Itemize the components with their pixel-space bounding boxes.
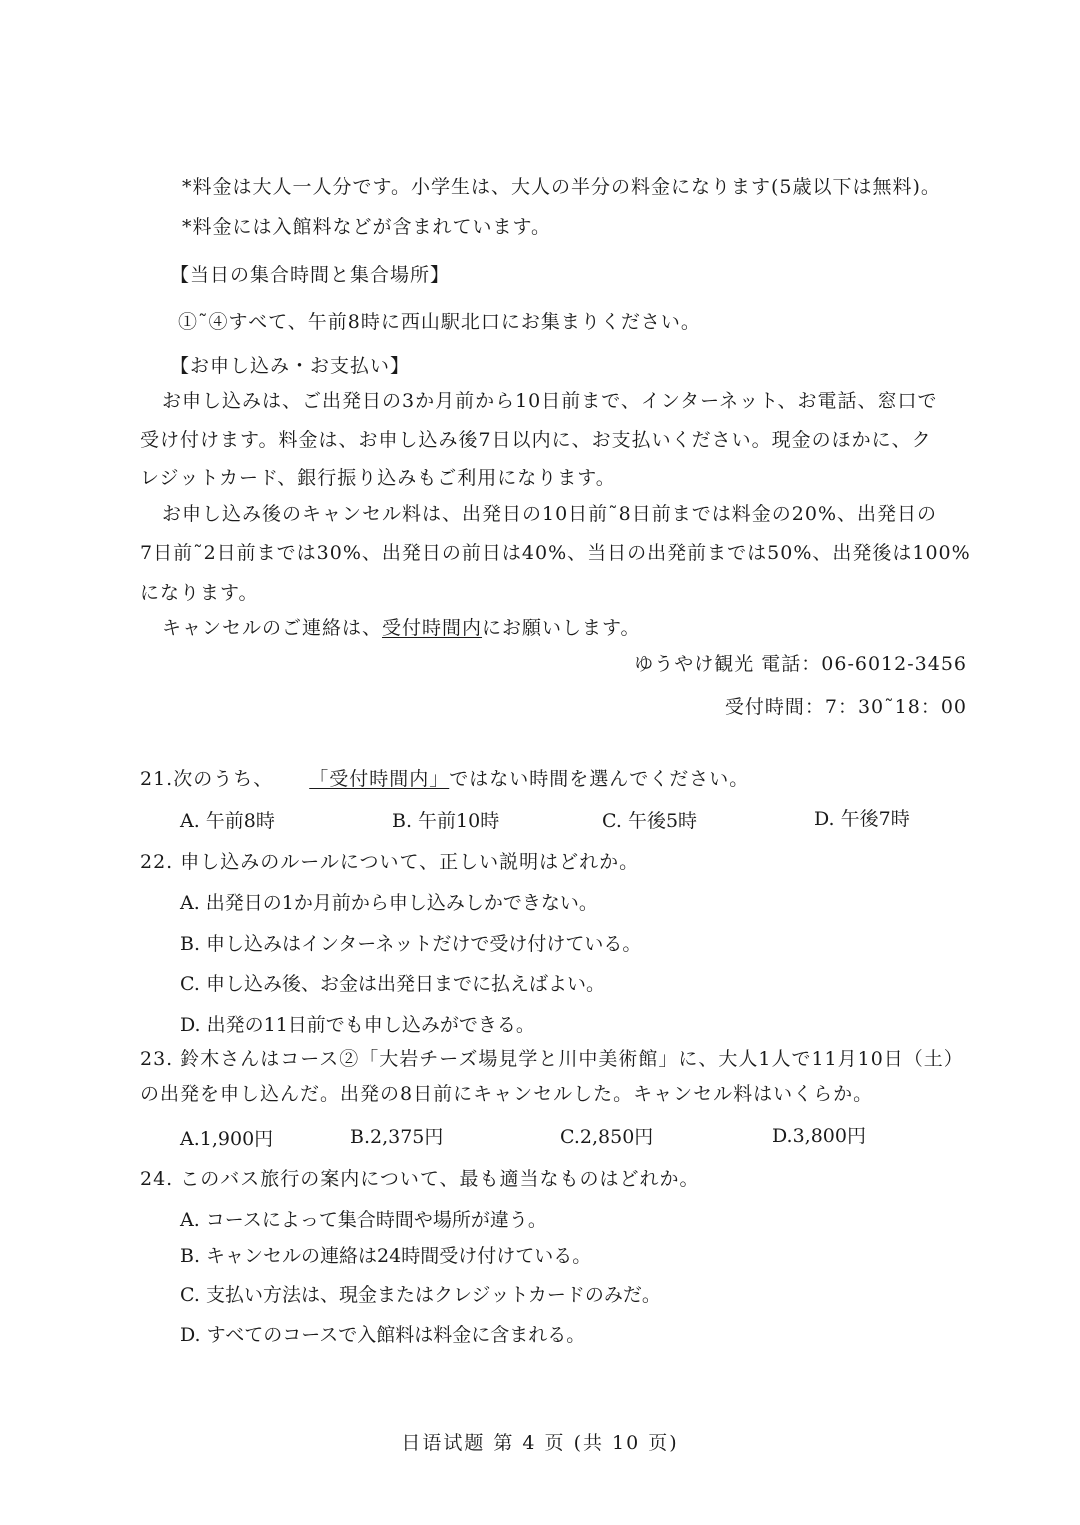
fee-note-1: *料金は大人一人分です。小学生は、大人の半分の料金になります(5歳以下は無料)。 [182, 176, 941, 198]
page-footer: 日语试题 第 4 页 (共 10 页) [401, 1432, 679, 1454]
payment-paragraph-1-line-2: 受け付けます。料金は、お申し込み後7日以内に、お支払いください。現金のほかに、ク [140, 429, 932, 451]
cancel-contact-line [162, 613, 641, 640]
q22-option-a: A. 出発日の1か月前から申し込みしかできない。 [180, 892, 598, 914]
q23-option-d: D.3,800円 [772, 1125, 866, 1147]
q21-number: 21. [140, 768, 174, 790]
q24-option-c: C. 支払い方法は、現金またはクレジットカードのみだ。 [180, 1284, 661, 1306]
company-phone: ゆうやけ観光 電話：06-6012-3456 [634, 653, 967, 675]
question-23-line-1: 23. 鈴木さんはコース②「大岩チーズ場見学と川中美術館」に、大人1人で11月10日（土） [140, 1048, 964, 1070]
payment-heading: 【お申し込み・お支払い】 [170, 355, 411, 377]
q24-option-d: D. すべてのコースで入館料は料金に含まれる。 [180, 1324, 586, 1346]
q23-option-a: A.1,900円 [180, 1128, 274, 1150]
q21-option-b: B. 午前10時 [392, 810, 500, 832]
question-22: 22. 申し込みのルールについて、正しい説明はどれか。 [140, 851, 640, 873]
question-23-line-2: の出発を申し込んだ。出発の8日前にキャンセルした。キャンセル料はいくらか。 [140, 1083, 874, 1105]
payment-paragraph-1-line-3: レジットカード、銀行振り込みもご利用になります。 [140, 467, 616, 489]
q21-option-a: A. 午前8時 [180, 810, 275, 832]
cancel-fee-line-1: お申し込み後のキャンセル料は、出発日の10日前˜8日前までは料金の20%、出発日の [162, 503, 937, 525]
q23-option-c: C.2,850円 [560, 1126, 654, 1148]
payment-paragraph-1-line-1: お申し込みは、ご出発日の3か月前から10日前まで、インターネット、お電話、窓口で [162, 390, 938, 412]
cancel-fee-line-2: 7日前˜2日前までは30%、出発日の前日は40%、当日の出発前までは50%、出発後は100% [140, 542, 971, 564]
q21-suffix: ではない時間を選んでください。 [449, 768, 750, 790]
q22-option-b: B. 申し込みはインターネットだけで受け付けている。 [180, 933, 642, 955]
q21-quoted: 「受付時間内」 [309, 768, 450, 790]
question-24: 24. このバス旅行の案内について、最も適当なものはどれか。 [140, 1168, 700, 1190]
q21-option-d: D. 午後7時 [814, 808, 910, 830]
q22-option-c: C. 申し込み後、お金は出発日までに払えばよい。 [180, 973, 605, 995]
q22-option-d: D. 出発の11日前でも申し込みができる。 [180, 1014, 535, 1036]
meeting-text: ①˜④すべて、午前8時に西山駅北口にお集まりください。 [178, 311, 701, 333]
q21-prefix: 次のうち、 [173, 768, 274, 790]
reception-hours: 受付時間：7：30˜18：00 [724, 696, 967, 718]
reception-hours-underlined: 受付時間内 [382, 617, 483, 639]
q21-option-c: C. 午後5時 [602, 810, 698, 832]
question-21 [140, 764, 749, 791]
cancel-fee-line-3: になります。 [140, 582, 259, 604]
q24-option-b: B. キャンセルの連絡は24時間受け付けている。 [180, 1245, 592, 1267]
cancel-contact-prefix: キャンセルのご連絡は、 [162, 617, 383, 639]
cancel-contact-suffix: にお願いします。 [482, 617, 641, 639]
q24-option-a: A. コースによって集合時間や場所が違う。 [180, 1209, 547, 1231]
q23-option-b: B.2,375円 [350, 1126, 444, 1148]
fee-note-2: *料金には入館料などが含まれています。 [182, 216, 551, 238]
meeting-heading: 【当日の集合時間と集合場所】 [170, 264, 451, 286]
